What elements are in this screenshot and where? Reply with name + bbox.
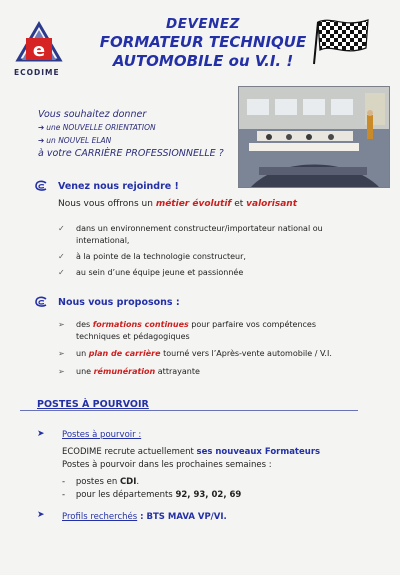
classroom-photo bbox=[238, 86, 390, 188]
list-item: ✓ à la pointe de la technologie constructeur, bbox=[58, 252, 246, 261]
arrowhead-icon: ➢ bbox=[58, 320, 65, 329]
intro-line-2: ➔ une NOUVELLE ORIENTATION bbox=[38, 123, 156, 132]
offer-lead: Nous vous offrons un métier évolutif et valorisant bbox=[58, 199, 297, 209]
list-item: ✓ dans un environnement constructeur/importateur national ou international, bbox=[58, 224, 323, 245]
profile-line: Profils recherchés : BTS MAVA VP/VI. bbox=[62, 512, 227, 522]
list-item: ✓ au sein d’une équipe jeune et passionnée bbox=[58, 268, 244, 277]
check-icon: ✓ bbox=[58, 224, 65, 233]
list-item: ➢ un plan de carrière tourné vers l’Après-vente automobile / V.I. bbox=[58, 349, 332, 358]
arrow-right-icon: ➤ bbox=[37, 429, 45, 439]
arrow-right-icon: ➔ bbox=[38, 123, 45, 132]
section-heading-rejoindre: Venez nous rejoindre ! bbox=[58, 181, 179, 192]
section-heading-proposons: Nous vous proposons : bbox=[58, 297, 180, 308]
divider bbox=[20, 410, 358, 411]
arrowhead-icon: ➢ bbox=[58, 367, 65, 376]
arrowhead-icon: ➢ bbox=[58, 349, 65, 358]
arrow-right-icon: ➔ bbox=[38, 136, 45, 145]
svg-text:e: e bbox=[32, 40, 46, 61]
intro-line-4: à votre CARRIÈRE PROFESSIONNELLE ? bbox=[38, 148, 224, 159]
check-icon: ✓ bbox=[58, 268, 65, 277]
title-line-3: AUTOMOBILE ou V.I. ! bbox=[112, 52, 294, 70]
postes-weeks-line: Postes à pourvoir dans les prochaines semaines : bbox=[62, 460, 272, 470]
arrow-right-icon: ➤ bbox=[37, 510, 45, 520]
list-item: ➢ une rémunération attrayante bbox=[58, 367, 200, 376]
list-item: ➢ des formations continues pour parfaire vos compétences techniques et pédagogiques bbox=[58, 320, 317, 341]
title-line-2: FORMATEUR TECHNIQUE bbox=[99, 33, 307, 51]
list-item: - pour les départements 92, 93, 02, 69 bbox=[62, 490, 242, 500]
logo-text: ECODIME bbox=[14, 68, 60, 77]
ecodime-logo bbox=[12, 20, 66, 68]
dash-bullet: - bbox=[62, 477, 66, 487]
recruit-line: ECODIME recrute actuellement ses nouveaux Formateurs bbox=[62, 447, 321, 457]
postes-heading: POSTES À POURVOIR bbox=[37, 399, 149, 410]
intro-line-3: ➔ un NOUVEL ELAN bbox=[38, 136, 112, 145]
dash-bullet: - bbox=[62, 490, 66, 500]
check-icon: ✓ bbox=[58, 252, 65, 261]
checkered-flag-icon bbox=[310, 14, 374, 66]
swirl-bullet-icon bbox=[34, 296, 48, 308]
intro-line-1: Vous souhaitez donner bbox=[38, 109, 147, 120]
title-line-1: DEVENEZ bbox=[166, 16, 240, 32]
list-item: - postes en CDI. bbox=[62, 477, 140, 487]
intro-block bbox=[38, 108, 224, 160]
postes-label: Postes à pourvoir : bbox=[62, 430, 142, 440]
swirl-bullet-icon bbox=[34, 180, 48, 192]
page-title bbox=[72, 16, 334, 70]
